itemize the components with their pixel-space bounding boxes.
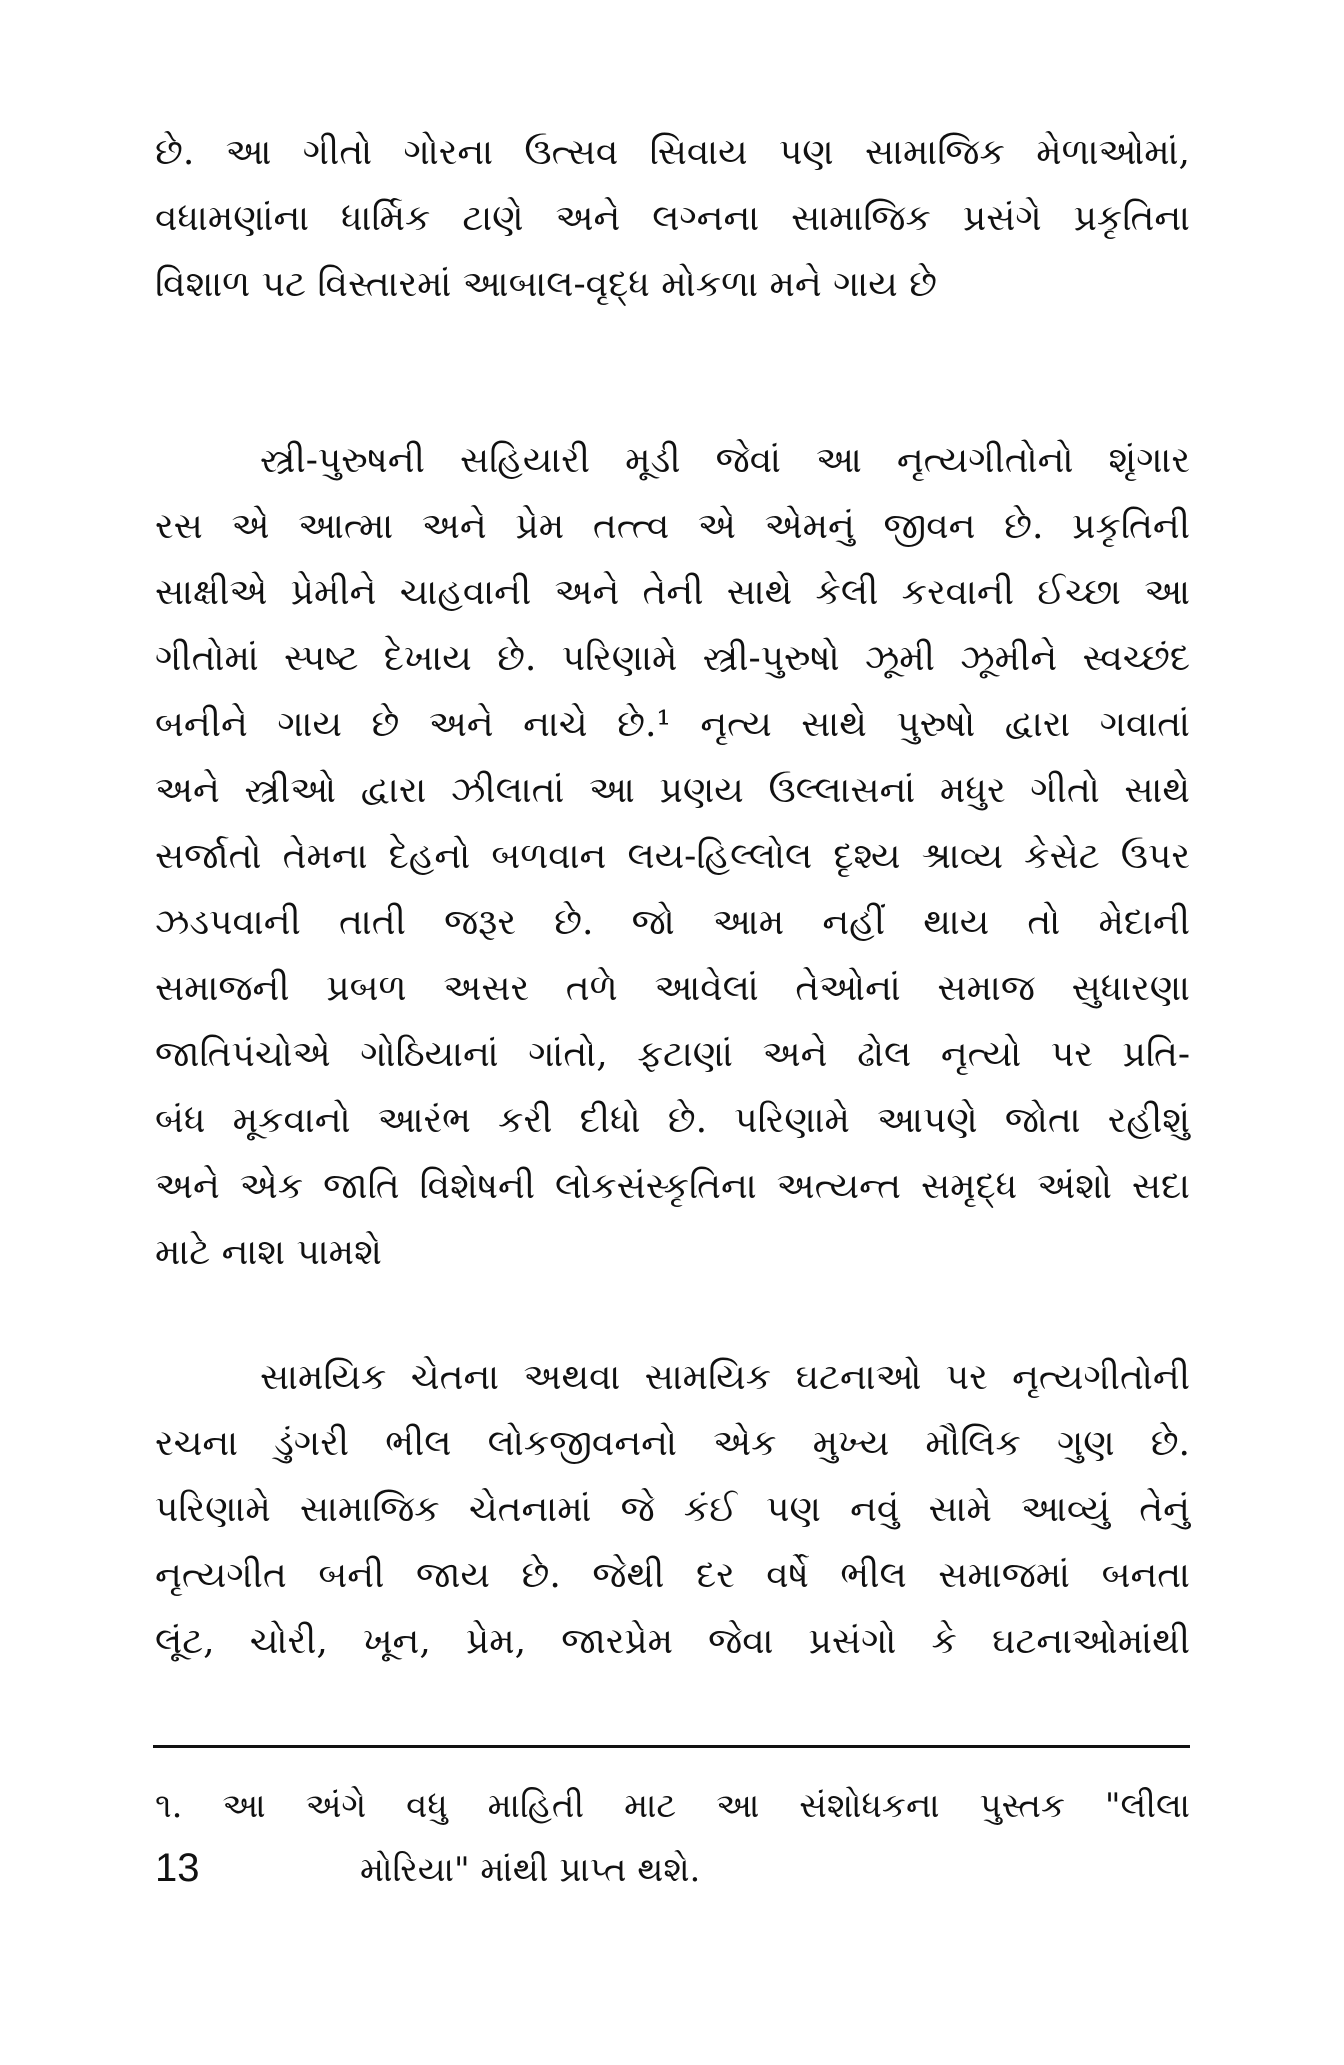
text-line: સામયિક ચેતના અથવા સામયિક ઘટનાઓ પર નૃત્યગીતોની [260, 1357, 1190, 1398]
text-line: લૂંટ, ચોરી, ખૂન, પ્રેમ, જારપ્રેમ જેવા પ્રસંગો કે ઘટનાઓમાંથી [155, 1621, 1190, 1662]
footnote-divider [153, 1745, 1190, 1748]
text-line: બનીને ગાય છે અને નાચે છે.¹ નૃત્ય સાથે પુરુષો દ્વારા ગવાતાં [155, 704, 1190, 745]
text-line: માટે નાશ પામશે [155, 1232, 382, 1273]
text-line: છે. આ ગીતો ગોરના ઉત્સવ સિવાય પણ સામાજિક મેળાઓમાં, [155, 132, 1190, 173]
text-line: બંધ મૂકવાનો આરંભ કરી દીધો છે. પરિણામે આપણે જોતા રહીશું [155, 1100, 1190, 1141]
text-line: સર્જાતો તેમના દેહનો બળવાન લય-હિલ્લોલ દૃશ્ય શ્રાવ્ય કેસેટ ઉપર [155, 836, 1190, 877]
text-line: સ્ત્રી-પુરુષની સહિયારી મૂડી જેવાં આ નૃત્યગીતોનો શૃંગાર [260, 440, 1190, 481]
text-line: નૃત્યગીત બની જાય છે. જેથી દર વર્ષે ભીલ સમાજમાં બનતા [155, 1555, 1190, 1596]
text-line: ઝડપવાની તાતી જરૂર છે. જો આમ નહીં થાય તો મેદાની [155, 902, 1190, 943]
text-line: રસ એ આત્મા અને પ્રેમ તત્ત્વ એ એમનું જીવન છે. પ્રકૃતિની [155, 506, 1190, 547]
text-line: વધામણાંના ધાર્મિક ટાણે અને લગ્નના સામાજિક પ્રસંગે પ્રકૃતિના [155, 198, 1190, 239]
footnote-second-row [155, 1837, 1190, 1899]
text-line: સાક્ષીએ પ્રેમીને ચાહવાની અને તેની સાથે કેલી કરવાની ઈચ્છા આ [155, 572, 1190, 613]
paragraph-1 [155, 120, 1190, 318]
footnote-line: ૧. આ અંગે વધુ માહિતી માટ આ સંશોધકના પુસ્તક "લીલા [155, 1786, 1190, 1826]
text-line: પરિણામે સામાજિક ચેતનામાં જે કંઈ પણ નવું સામે આવ્યું તેનું [155, 1489, 1190, 1530]
text-line: સમાજની પ્રબળ અસર તળે આવેલાં તેઓનાં સમાજ સુધારણા [155, 968, 1190, 1009]
footnote-line: મોરિયા" માંથી પ્રાપ્ત થશે. [360, 1850, 701, 1890]
text-line: વિશાળ પટ વિસ્તારમાં આબાલ-વૃદ્ધ મોકળા મને ગાય છે [155, 264, 937, 305]
text-line: ગીતોમાં સ્પષ્ટ દેખાય છે. પરિણામે સ્ત્રી-પુરુષો ઝૂમી ઝૂમીને સ્વચ્છંદ [155, 638, 1190, 679]
paragraph-3 [155, 1345, 1190, 1675]
text-line: અને સ્ત્રીઓ દ્વારા ઝીલાતાં આ પ્રણય ઉલ્લાસનાં મધુર ગીતો સાથે [155, 770, 1190, 811]
paragraph-2 [155, 428, 1190, 1286]
footnote [155, 1775, 1190, 1899]
page-number: 13 [155, 1846, 200, 1890]
text-line: અને એક જાતિ વિશેષની લોકસંસ્કૃતિના અત્યન્ત સમૃદ્ધ અંશો સદા [155, 1166, 1190, 1207]
text-line: રચના ડુંગરી ભીલ લોકજીવનનો એક મુખ્ય મૌલિક ગુણ છે. [155, 1423, 1190, 1464]
text-line: જાતિપંચોએ ગોઠિયાનાં ગાંતો, ફટાણાં અને ઢોલ નૃત્યો પર પ્રતિ- [155, 1034, 1190, 1075]
